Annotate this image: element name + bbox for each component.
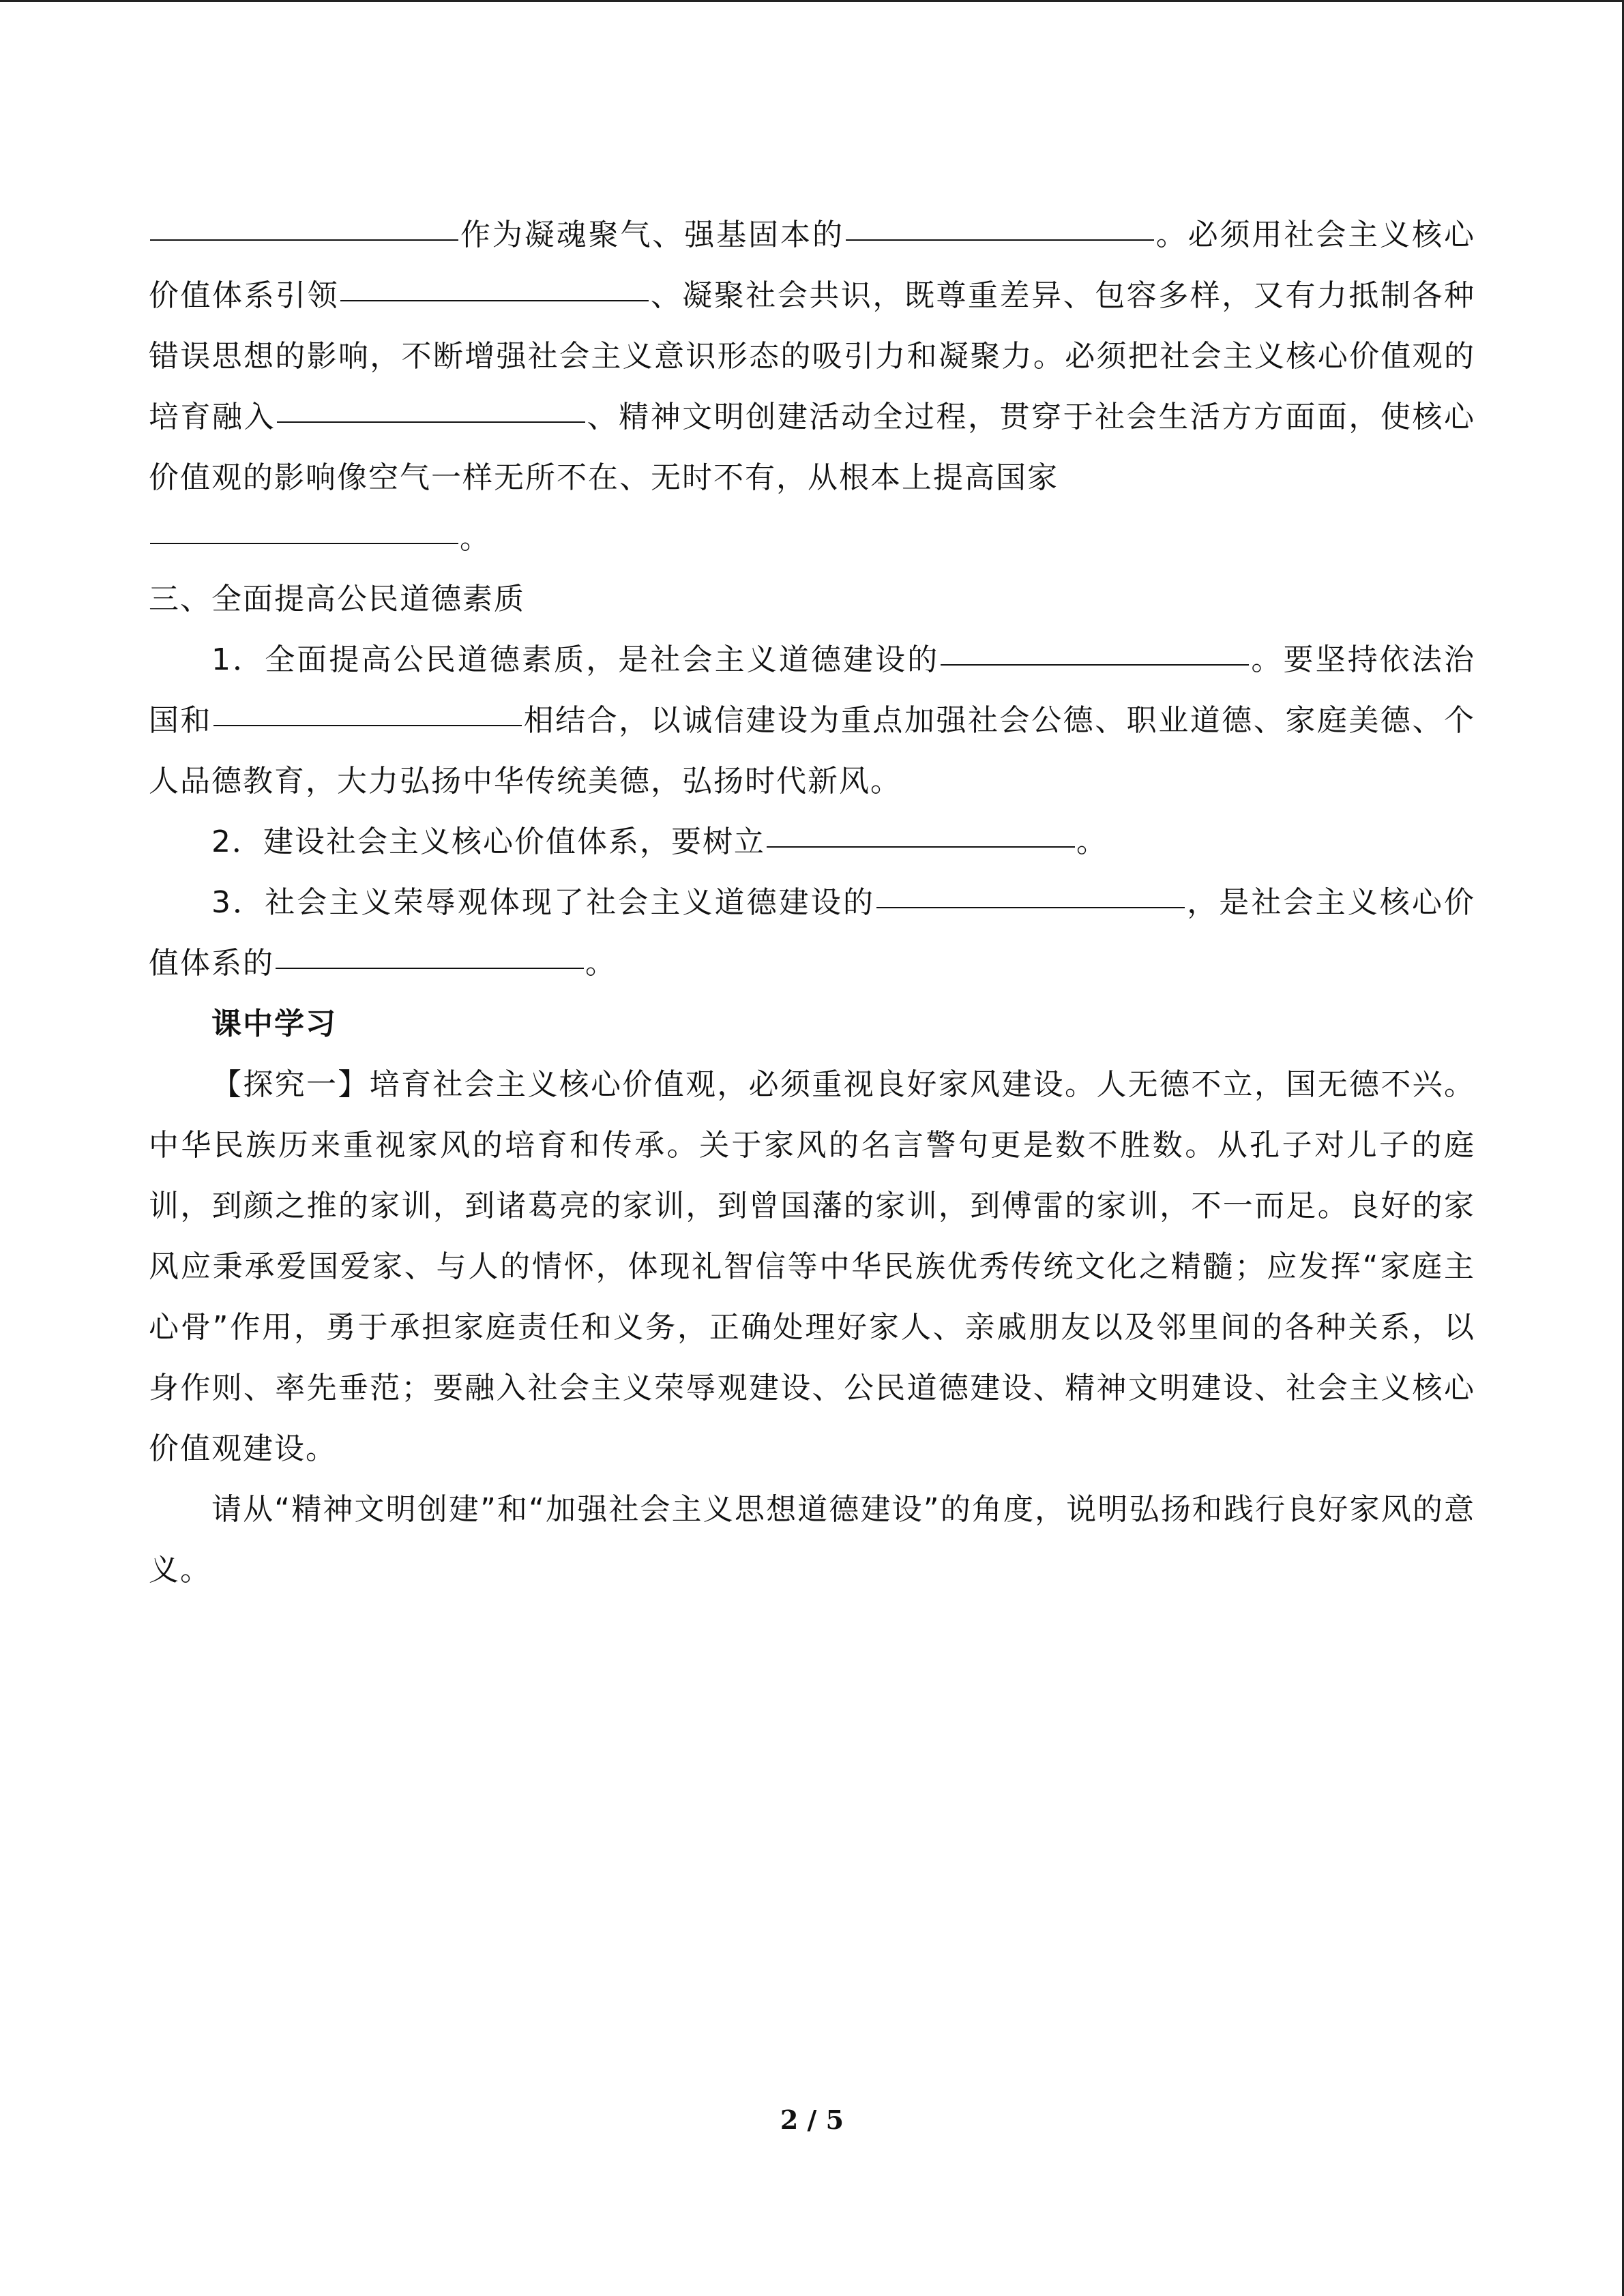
text-segment: 1．全面提高公民道德素质，是社会主义道德建设的 — [211, 642, 940, 677]
question-paragraph: 请从“精神文明创建”和“加强社会主义思想道德建设”的角度，说明弘扬和践行良好家风的意义。 — [149, 1492, 1475, 1587]
paragraph-core-values — [149, 205, 1475, 569]
fill-blank[interactable] — [767, 846, 1075, 848]
fill-blank[interactable] — [941, 664, 1249, 666]
section-three-heading: 三、全面提高公民道德素质 — [149, 582, 525, 616]
fill-blank[interactable] — [150, 239, 458, 241]
fill-blank[interactable] — [340, 299, 649, 301]
page-border-top — [0, 0, 1624, 2]
text-segment: 3．社会主义荣辱观体现了社会主义道德建设的 — [211, 885, 876, 920]
explore-one-paragraph: 【探究一】培育社会主义核心价值观，必须重视良好家风建设。人无德不立，国无德不兴。中华民族历来重视家风的培育和传承。关于家风的名言警句更是数不胜数。从孔子对儿子的庭训，到颜之推的家训，到诸葛亮的家训，到曾国藩的家训，到傅雷的家训，不一而足。良好的家风应秉承爱国爱家、与人的情怀，体现礼智信等中华民族优秀传统文化之精髓；应发挥“家庭主心骨”作用，勇于承担家庭责任和义务，正确处理好家人、亲戚朋友以及邻里间的各种关系，以身作则、率先垂范；要融入社会主义荣辱观建设、公民道德建设、精神文明建设、社会主义核心价值观建设。 — [149, 1067, 1475, 1466]
section-three-item-2 — [149, 811, 1475, 872]
section-three-item-3 — [149, 872, 1475, 994]
text-segment: 。 — [460, 521, 491, 556]
fill-blank[interactable] — [213, 724, 522, 726]
text-segment: 作为凝魂聚气、强基固本的 — [460, 218, 844, 252]
text-segment: 。要坚持依法治国和 — [149, 642, 1475, 738]
text-segment: 。 — [1076, 824, 1108, 859]
text-segment: 、凝聚社会共识，既尊重差异、包容多样，又有力抵制各种错误思想的影响，不断增强社会主义意识形态的吸引力和凝聚力。必须把社会主义核心价值观的培育融入 — [149, 278, 1475, 434]
section-three-item-1 — [149, 629, 1475, 811]
fill-blank[interactable] — [846, 239, 1154, 241]
class-study-heading: 课中学习 — [211, 1007, 337, 1041]
text-segment: 。必须用社会主义核心价值体系引领 — [149, 218, 1476, 313]
text-segment: 2．建设社会主义核心价值体系，要树立 — [211, 824, 765, 859]
text-segment: 、精神文明创建活动全过程，贯穿于社会生活方方面面，使核心价值观的影响像空气一样无所不在、无时不有，从根本上提高国家 — [149, 400, 1475, 495]
text-segment: 相结合，以诚信建设为重点加强社会公德、职业道德、家庭美德、个人品德教育，大力弘扬中华传统美德，弘扬时代新风。 — [149, 703, 1475, 799]
document-body — [149, 205, 1475, 1600]
page-number: 2 / 5 — [780, 2104, 844, 2135]
fill-blank[interactable] — [150, 542, 458, 544]
fill-blank[interactable] — [277, 421, 585, 423]
fill-blank[interactable] — [276, 967, 584, 969]
fill-blank[interactable] — [876, 906, 1185, 908]
text-segment: ，是社会主义核心价值体系的 — [149, 885, 1475, 981]
text-segment: 。 — [585, 946, 617, 981]
